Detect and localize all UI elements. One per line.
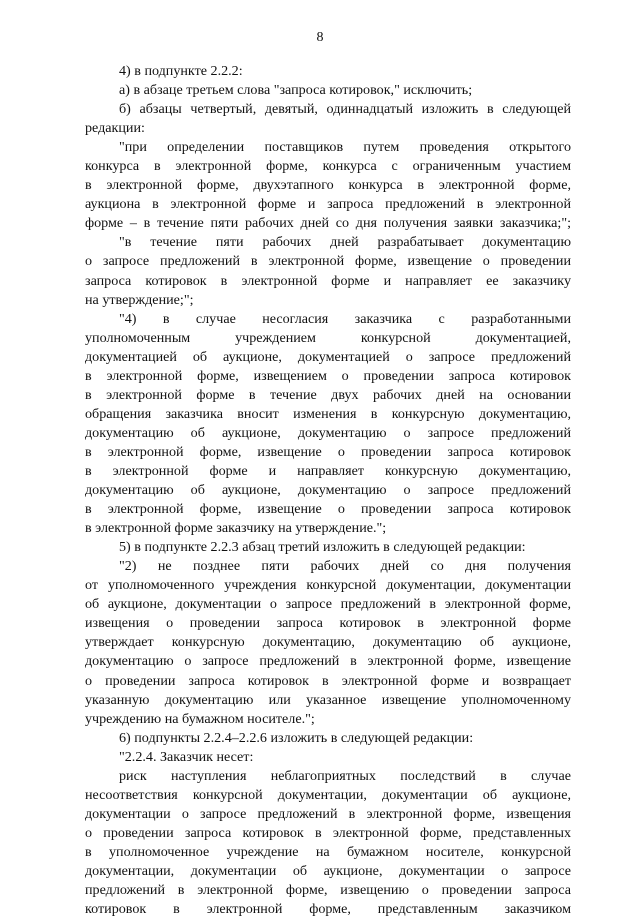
text-line: документацию о запросе предложений в электронной форме, извещение [85,653,571,670]
text-line: "2.2.4. Заказчик несет: [119,748,254,765]
text-line: б) абзацы четвертый, девятый, одиннадцатый изложить в следующей [119,101,571,118]
document-body [85,62,571,919]
text-line: документации о запросе предложений в электронной форме, извещения [85,805,571,822]
text-line: документацию об аукционе, документацию о запросе предложений [85,424,571,441]
text-line: об аукционе, документации о запросе предложений в электронной форме, [85,596,571,613]
text-line: о запросе предложений в электронной форме, извещение о проведении [85,253,571,270]
text-line: аукциона в электронной форме и запроса предложений в электронной [85,196,571,213]
page-number: 8 [316,30,324,45]
text-line: запроса котировок в электронной форме и направляет ее заказчику [85,272,571,289]
text-line: 5) в подпункте 2.2.3 абзац третий изложить в следующей редакции: [119,539,526,556]
text-line: 6) подпункты 2.2.4–2.2.6 изложить в следующей редакции: [119,729,474,746]
text-line: документацией об аукционе, документацией о запросе предложений [85,348,571,365]
text-line: "в течение пяти рабочих дней разрабатывает документацию [119,234,571,251]
text-line: "4) в случае несогласия заказчика с разработанными [119,310,571,327]
text-line: на утверждение;"; [85,291,194,308]
text-line: уполномоченным учреждением конкурсной документацией, [85,329,571,346]
text-line: "при определении поставщиков путем проведения открытого [119,139,571,156]
text-line: в электронной форме и направляет конкурсную документацию, [85,462,571,479]
text-line: в электронной форме, извещение о проведении запроса котировок [85,501,571,518]
text-line: котировок в электронной форме, представленным заказчиком [85,901,571,918]
text-line: учреждению на бумажном носителе."; [85,710,315,727]
text-line: в электронной форме заказчику на утверждение."; [85,520,387,537]
text-line: утверждает конкурсную документацию, документацию об аукционе, [85,634,571,651]
text-line: о проведении запроса котировок в электронной форме, представленных [85,824,571,841]
text-line: конкурса в электронной форме, конкурса с ограниченным участием [85,158,571,175]
text-line: в электронной форме, двухэтапного конкурса в электронной форме, [85,177,571,194]
text-line: от уполномоченного учреждения конкурсной документации, документации [85,577,571,594]
text-line: в электронной форме в течение двух рабочих дней на основании [85,386,571,403]
text-line: предложений в электронной форме, извещению о проведении запроса [85,882,571,899]
text-line: извещения о проведении запроса котировок в электронной форме [85,615,571,632]
text-line: обращения заказчика вносит изменения в конкурсную документацию, [85,405,571,422]
text-line: а) в абзаце третьем слова "запроса котировок," исключить; [119,82,473,99]
text-line: "2) не позднее пяти рабочих дней со дня получения [119,558,571,575]
text-line: в уполномоченное учреждение на бумажном носителе, конкурсной [85,843,571,860]
text-line: несоответствия конкурсной документации, документации об аукционе, [85,786,571,803]
text-line: риск наступления неблагоприятных последствий в случае [119,767,571,784]
text-line: документации, документации об аукционе, документации о запросе [85,862,571,879]
text-line: 4) в подпункте 2.2.2: [119,63,243,79]
text-line: документацию об аукционе, документацию о запросе предложений [85,482,571,499]
text-line: указанную документацию или указанное извещение уполномоченному [85,691,571,708]
text-line: редакции: [85,120,145,137]
text-line: форме – в течение пяти рабочих дней со дня получения заявки заказчика;"; [85,215,571,232]
text-line: в электронной форме, извещением о проведении запроса котировок [85,367,571,384]
text-line: в электронной форме, извещение о проведении запроса котировок [85,443,571,460]
text-line: о проведении запроса котировок в электронной форме и возвращает [85,672,571,689]
